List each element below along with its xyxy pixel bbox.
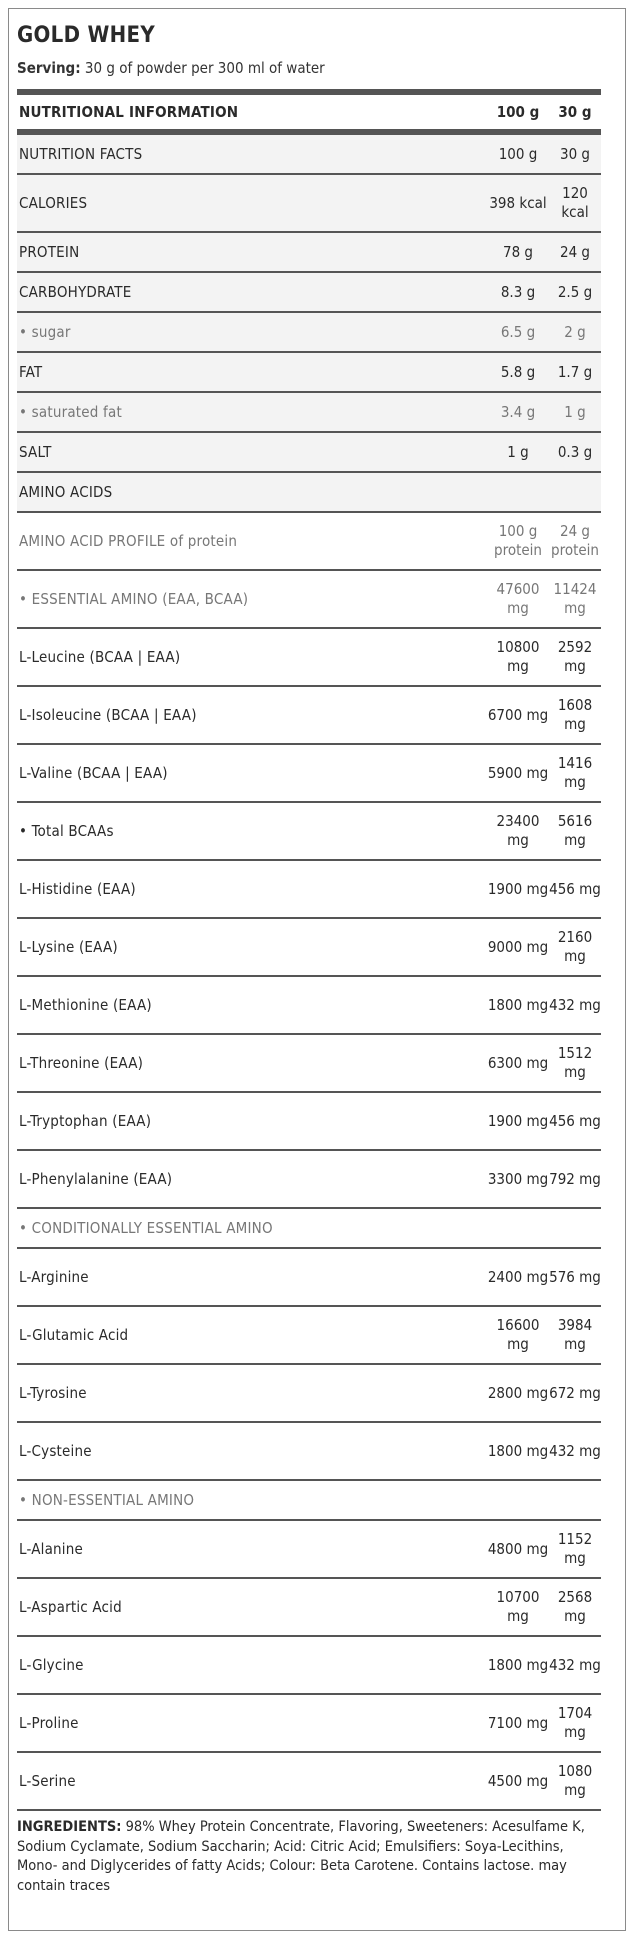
row-label: AMINO ACIDS	[19, 483, 113, 501]
row-value-100g: 1800 mg	[487, 995, 549, 1014]
row-value-100g: 1900 mg	[487, 1111, 549, 1130]
row-value-100g: 3.4 g	[500, 402, 536, 421]
row-label: • saturated fat	[19, 403, 122, 421]
row-label: PROTEIN	[19, 243, 80, 261]
table-row	[17, 1365, 601, 1423]
row-value-serving: 2 g	[564, 322, 586, 341]
row-label: L-Valine (BCAA | EAA)	[19, 764, 168, 782]
row-value-100g: 1800 mg	[487, 1655, 549, 1674]
table-row	[17, 1423, 601, 1481]
serving-text: 30 g of powder per 300 ml of water	[84, 59, 325, 77]
row-label: L-Leucine (BCAA | EAA)	[19, 648, 181, 666]
row-value-serving: 0.3 g	[557, 442, 593, 461]
row-label: FAT	[19, 363, 43, 381]
header-label: NUTRITIONAL INFORMATION	[19, 103, 239, 121]
table-row	[17, 629, 601, 687]
row-value-serving: 1704 mg	[557, 1704, 593, 1741]
table-row	[17, 745, 601, 803]
row-value-serving: 432 mg	[549, 1441, 601, 1460]
row-value-serving: 2592 mg	[557, 638, 593, 675]
table-header	[17, 95, 601, 135]
row-label: • NON-ESSENTIAL AMINO	[19, 1491, 195, 1509]
table-row	[17, 1151, 601, 1209]
ingredients-label: INGREDIENTS:	[17, 1819, 122, 1835]
table-row	[17, 861, 601, 919]
row-value-100g: 6700 mg	[487, 705, 549, 724]
row-value-100g: 9000 mg	[487, 937, 549, 956]
row-value-serving: 1608 mg	[557, 696, 593, 733]
row-value-serving: 432 mg	[549, 995, 601, 1014]
row-value-serving: 432 mg	[549, 1655, 601, 1674]
table-row	[17, 1579, 601, 1637]
row-value-serving: 5616 mg	[557, 812, 593, 849]
row-value-serving: 1152 mg	[557, 1530, 593, 1567]
header-col2: 30 g	[558, 102, 592, 121]
table-row	[17, 1481, 601, 1521]
table-row	[17, 1637, 601, 1695]
row-value-serving: 2160 mg	[557, 928, 593, 965]
table-row	[17, 273, 601, 313]
row-value-100g: 16600 mg	[496, 1316, 540, 1353]
row-label: • Total BCAAs	[19, 822, 114, 840]
row-label: • CONDITIONALLY ESSENTIAL AMINO	[19, 1219, 273, 1237]
row-value-serving: 456 mg	[549, 879, 601, 898]
row-value-100g: 10800 mg	[496, 638, 540, 675]
row-value-serving: 576 mg	[549, 1267, 601, 1286]
table-row	[17, 1035, 601, 1093]
row-value-100g: 2800 mg	[487, 1383, 549, 1402]
table-row	[17, 313, 601, 353]
row-label: L-Isoleucine (BCAA | EAA)	[19, 706, 197, 724]
ingredients-block	[17, 1818, 601, 1896]
row-value-serving: 792 mg	[549, 1169, 601, 1188]
row-value-100g: 1 g	[507, 442, 529, 461]
row-value-serving: 24 g protein	[551, 522, 599, 559]
row-label: L-Glycine	[19, 1656, 84, 1674]
row-value-serving: 672 mg	[549, 1383, 601, 1402]
row-value-serving: 2568 mg	[557, 1588, 593, 1625]
table-row	[17, 1209, 601, 1249]
table-row	[17, 473, 601, 513]
row-label: L-Histidine (EAA)	[19, 880, 136, 898]
table-row	[17, 1249, 601, 1307]
row-value-serving: 2.5 g	[557, 282, 593, 301]
table-row	[17, 1093, 601, 1151]
table-row	[17, 233, 601, 273]
table-row	[17, 1753, 601, 1811]
row-label: L-Tyrosine	[19, 1384, 87, 1402]
row-value-serving: 24 g	[559, 242, 591, 261]
table-row	[17, 919, 601, 977]
row-label: L-Cysteine	[19, 1442, 92, 1460]
table-row	[17, 175, 601, 233]
row-label: L-Threonine (EAA)	[19, 1054, 144, 1072]
row-value-serving: 1080 mg	[557, 1762, 593, 1799]
row-value-100g: 3300 mg	[487, 1169, 549, 1188]
row-value-100g: 10700 mg	[496, 1588, 540, 1625]
table-row	[17, 571, 601, 629]
row-label: L-Proline	[19, 1714, 79, 1732]
row-value-serving: 1416 mg	[557, 754, 593, 791]
row-value-serving: 30 g	[559, 144, 591, 163]
row-value-100g: 78 g	[502, 242, 534, 261]
row-value-serving: 456 mg	[549, 1111, 601, 1130]
ingredients-text: 98% Whey Protein Concentrate, Flavoring, Sweeteners: Acesulfame K, Sodium Cyclamate, Sodium Saccharin; Acid: Citric Acid; Emulsifiers: Soya-Lecithins, Mono- and Diglycerides of fatty Acids; Colour: Beta Carotene. Contains lactose. may contain traces	[17, 1819, 585, 1894]
table-row	[17, 433, 601, 473]
row-label: AMINO ACID PROFILE of protein	[19, 532, 238, 550]
table-row	[17, 393, 601, 433]
table-row	[17, 1521, 601, 1579]
header-col1: 100 g	[496, 102, 540, 121]
row-value-100g: 100 g	[498, 144, 538, 163]
table-row	[17, 803, 601, 861]
product-title: GOLD WHEY	[17, 23, 155, 48]
table-row	[17, 687, 601, 745]
row-value-100g: 1800 mg	[487, 1441, 549, 1460]
row-label: • sugar	[19, 323, 71, 341]
table-row	[17, 1307, 601, 1365]
table-row	[17, 353, 601, 393]
row-value-100g: 23400 mg	[496, 812, 540, 849]
row-label: L-Methionine (EAA)	[19, 996, 152, 1014]
row-label: L-Arginine	[19, 1268, 89, 1286]
serving-label: Serving:	[17, 59, 81, 77]
row-value-100g: 398 kcal	[489, 193, 547, 212]
row-label: SALT	[19, 443, 52, 461]
row-label: L-Serine	[19, 1772, 76, 1790]
table-row	[17, 513, 601, 571]
row-value-serving: 1.7 g	[557, 362, 593, 381]
row-value-100g: 1900 mg	[487, 879, 549, 898]
row-label: L-Aspartic Acid	[19, 1598, 122, 1616]
row-label: L-Glutamic Acid	[19, 1326, 129, 1344]
row-label: L-Alanine	[19, 1540, 84, 1558]
row-value-100g: 2400 mg	[487, 1267, 549, 1286]
row-label: • ESSENTIAL AMINO (EAA, BCAA)	[19, 590, 249, 608]
row-value-100g: 8.3 g	[500, 282, 536, 301]
row-value-100g: 6.5 g	[500, 322, 536, 341]
table-row	[17, 1695, 601, 1753]
row-value-serving: 3984 mg	[557, 1316, 593, 1353]
row-label: CALORIES	[19, 194, 88, 212]
row-value-100g: 5900 mg	[487, 763, 549, 782]
row-value-serving: 1 g	[564, 402, 586, 421]
row-label: L-Phenylalanine (EAA)	[19, 1170, 173, 1188]
serving-info	[17, 59, 325, 77]
row-value-serving: 1512 mg	[557, 1044, 593, 1081]
row-value-100g: 4800 mg	[487, 1539, 549, 1558]
row-value-100g: 7100 mg	[487, 1713, 549, 1732]
row-value-100g: 4500 mg	[487, 1771, 549, 1790]
row-label: L-Tryptophan (EAA)	[19, 1112, 152, 1130]
row-value-100g: 100 g protein	[494, 522, 542, 559]
row-value-serving: 11424 mg	[553, 580, 597, 617]
row-label: CARBOHYDRATE	[19, 283, 132, 301]
row-label: L-Lysine (EAA)	[19, 938, 118, 956]
row-value-serving: 120 kcal	[561, 184, 589, 221]
row-value-100g: 5.8 g	[500, 362, 536, 381]
row-label: NUTRITION FACTS	[19, 145, 143, 163]
row-value-100g: 47600 mg	[496, 580, 540, 617]
row-value-100g: 6300 mg	[487, 1053, 549, 1072]
table-row	[17, 135, 601, 175]
table-row	[17, 977, 601, 1035]
